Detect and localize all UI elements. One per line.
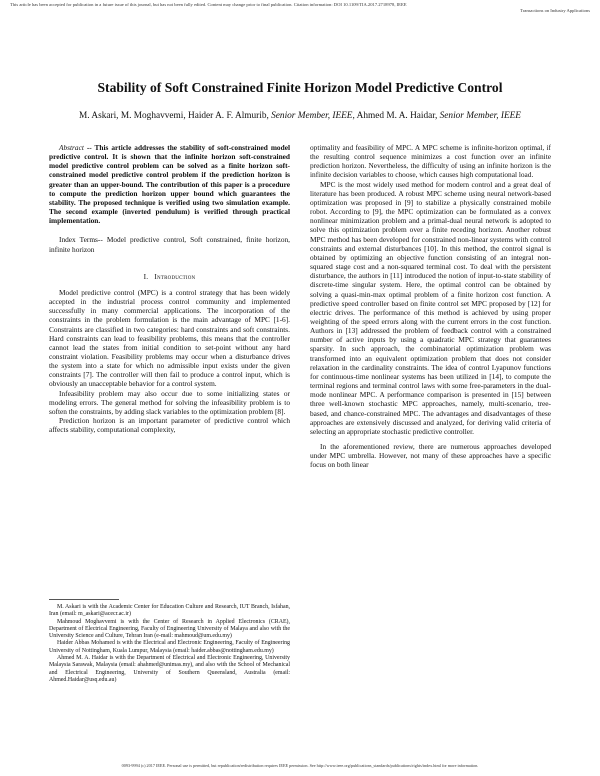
footnote: Ahmed M. A. Haidar is with the Department of Electrical and Electronic Engineering, University Malaysia Sarawak, Malaysia (email: ahahmed@unimas.my), and also with the School of Mechanical and Electrical Engineering, University of Southern Queensland, Australia (email: Ahmed.Haidar@usq.edu.au) xyxy=(49,655,290,683)
footnote-divider xyxy=(49,599,119,600)
header-note-line2: Transactions on Industry Applications xyxy=(520,8,590,13)
author-affil-1: Senior Member, IEEE xyxy=(271,111,353,121)
abstract-label: Abstract xyxy=(59,143,84,152)
author-list xyxy=(40,110,560,122)
author-footnotes xyxy=(49,604,290,684)
journal-header-note xyxy=(10,2,590,14)
paper-title: Stability of Soft Constrained Finite Horizon Model Predictive Control xyxy=(97,80,503,95)
body-paragraph: MPC is the most widely used method for modern control and a great deal of literature has been produced. A robust MPC scheme using neural network-based optimization was proposed in [9] to stabilize a physically constrained mobile robot. According to [9], the MPC optimization can be formulated as a convex nonlinear minimization problem and a primal-dual neural network is adopted to solve this optimization problem over a finite receding horizon. Another robust MPC method has been developed for constrained non-linear systems with control constraints and external disturbances [10]. In this method, the control signal is obtained by optimizing an objective function consisting of an integral non-squared stage cost and a non-squared terminal cost. To deal with the persistent disturbance, the authors in [11] introduced the notion of input-to-state stability of discrete-time singular system. Here, the optimal control can be obtained by solving a quasi-min-max optimal problem of a finite horizon cost function. A predictive speed controller based on finite control set MPC proposed by [12] for electric drives. The performance of this method is achieved by using proper weighting of the speed errors along with the current errors in the cost function. Authors in [13] addressed the problem of feedback control with a constrained number of active inputs by using a quadratic MPC strategy that guarantees sparsity. In such approach, the combinatorial optimization problem was transformed into an equivalent optimization problem that does not consider relaxation in the cardinality constraints. The idea of control Lyapunov functions for continuous-time nonlinear systems has been utilized in [14], to compute the terminal regions and terminal control laws with some free-parameters in the dual-mode nonlinear MPC. A performance comparison is presented in [15] between three well-known stochastic MPC approaches, namely, multi-scenario, tree-based, and chance-constrained MPC. The advantages and disadvantages of these approaches are extensively discussed and analyzed, for deriving valid criteria of selecting an appropriate stochastic predictive controller. xyxy=(310,179,551,436)
footnote: Haider Abbas Mohamed is with the Electrical and Electronic Engineering, Faculty of Engineering University of Nottingham, Kuala Lumpur, Malaysia (email: haider.abbas@nottingham.edu.my) xyxy=(49,640,290,654)
body-paragraph: Prediction horizon is an important parameter of predictive control which affects stability, computational complexity, xyxy=(49,416,290,435)
body-paragraph: Infeasibility problem may also occur due to some initializing states or modeling errors. The general method for solving the infeasibility problem is to soften the constraints, by adding slack variables to the optimization problem [8]. xyxy=(49,388,290,416)
abstract xyxy=(49,143,290,225)
abstract-text: -- This article addresses the stability of soft-constrained model predictive control. It is shown that the infinite horizon soft-constrained model predictive control problem can be solved as a finite horizon soft-constrained model predictive control problem if the prediction horizon is greater than an upper-bound. The contribution of this paper is a procedure to compute the prediction horizon upper bound which guarantees the stability. The proposed technique is verified using two simulation example. The second example (inverted pendulum) is verified through practical implementation. xyxy=(49,143,290,226)
author-affil-2: Senior Member, IEEE xyxy=(439,111,521,121)
header-note-line1: This article has been accepted for publication in a future issue of this journal, but has not been fully edited. Content may change prior to final publication. Citation information: DOI 10.1109/TIA.2017.2718978, IEEE xyxy=(10,2,407,7)
right-column xyxy=(310,143,551,469)
copyright-footer: 0093-9994 (c) 2017 IEEE. Personal use is permitted, but republication/redistribution requires IEEE permission. See http://www.ieee.org/publications_standards/publications/rights/index.html for more information. xyxy=(121,763,479,768)
author-separator: , Ahmed M. A. Haidar, xyxy=(352,111,440,121)
left-column xyxy=(49,143,290,434)
body-paragraph: In the aforementioned review, there are numerous approaches developed under MPC umbrella. However, not many of these approaches have a specific focus on both linear xyxy=(310,442,551,470)
body-paragraph: Model predictive control (MPC) is a control strategy that has been widely accepted in the industrial process control community and implemented successfully in many commercial applications. The incorporation of the constraints in the problem formulation is the main advantage of MPC [1-6]. Constraints are classified in two categories: hard constraints and soft constraints. Hard constraints can lead to feasibility problems, this means that the controller cannot lead the states from initial condition to set-point without any hard constraint violation. Feasibility problems may occur when a disturbance drives the system into a state for which no admissible input exists under the given constraints [7]. The controller will then fail to produce a control input, which is obviously an unacceptable behavior for a control system. xyxy=(49,287,290,389)
index-terms: Index Terms-- Model predictive control, Soft constrained, finite horizon, infinite horizon xyxy=(49,235,290,254)
author-names: M. Askari, M. Moghavvemi, Haider A. F. Almurib, xyxy=(79,111,272,121)
section-number: I. xyxy=(143,271,149,281)
section-heading-introduction xyxy=(49,272,290,281)
section-title: Introduction xyxy=(154,271,196,281)
body-paragraph: optimality and feasibility of MPC. A MPC scheme is infinite-horizon optimal, if the resulting control sequence minimizes a cost function over an infinite prediction horizon. Nevertheless, the difficulty of using an infinite horizon is the infinite decision variables to choose, which causes high computational load. xyxy=(310,143,551,180)
footnote: Mahmoud Moghavvemi is with the Center of Research in Applied Electronics (CRAE), Department of Electrical Engineering, Faculty of Engineering University of Malaya and also with the University Science and Culture, Tehran Iran (e-mail: mahmoud@um.edu.my) xyxy=(49,618,290,640)
footnote: M. Askari is with the Academic Center for Education Culture and Research, IUT Branch, Isfahan, Iran (email: m_askari@acecr.ac.ir) xyxy=(49,604,290,618)
